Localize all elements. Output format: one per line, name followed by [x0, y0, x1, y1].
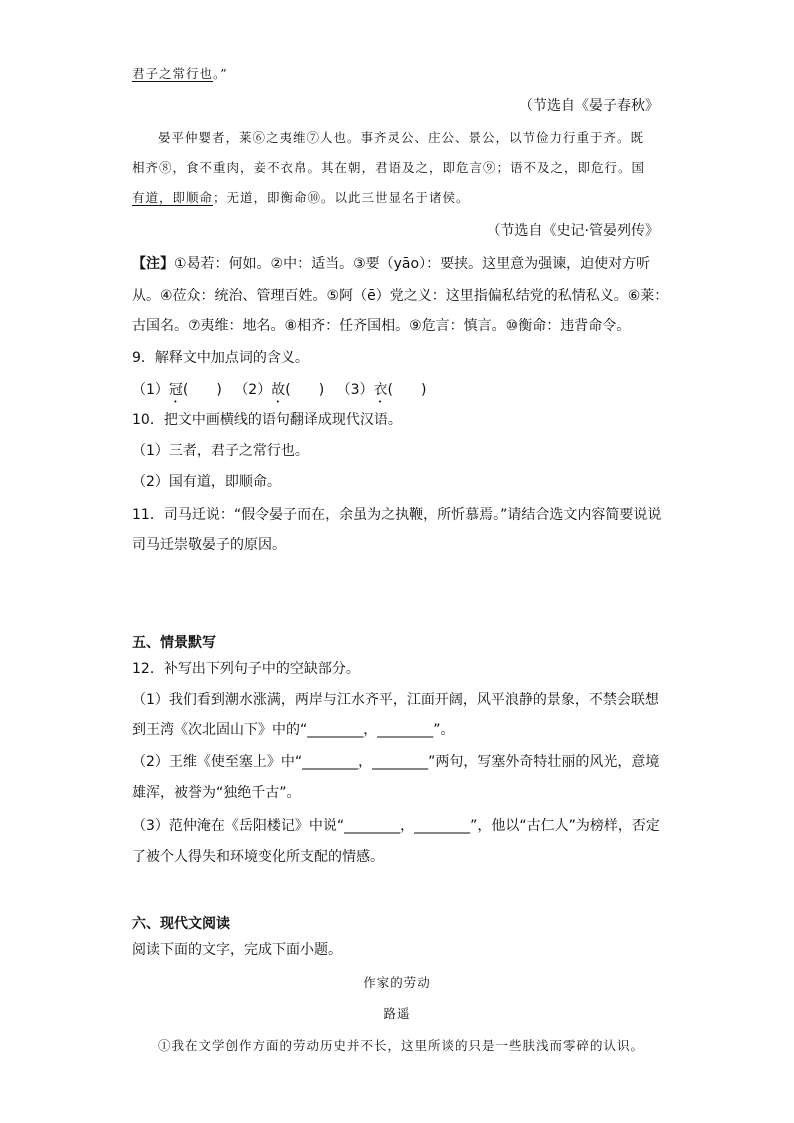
- question-10-sentence: （1）三者，君子之常行也。: [132, 443, 309, 459]
- article-author: 路遥: [383, 1006, 411, 1021]
- q12-item-3: （3）范仲淹在《岳阳楼记》中说“________，________”，他以“古仁人”为榜样，否定: [132, 818, 660, 834]
- dotted-word: 故: [271, 382, 286, 398]
- question-12-stem: 12．补写出下列句子中的空缺部分。: [132, 661, 360, 677]
- source-citation: （节选自《晏子春秋》: [519, 98, 659, 114]
- question-9-stem: 9．解释文中加点词的含义。: [132, 350, 309, 366]
- passage-line: 相齐⑧，食不重肉，妾不衣帛。其在朝，君语及之，即危言⑨；语不及之，即危行。国: [132, 160, 646, 175]
- dotted-word: 冠: [168, 382, 183, 398]
- notes-line: 从。④莅众：统治、管理百姓。⑤阿（ē）党之义：这里指偏私结党的私情私义。⑥莱：: [132, 288, 669, 304]
- question-11-line: 11．司马迁说：“假令晏子而在，余虽为之执鞭，所忻慕焉。”请结合选文内容简要说说: [132, 507, 662, 523]
- q12-item-2: （2）王维《使至塞上》中“________，________”两句，写塞外奇特壮丽的风光，意境: [132, 754, 660, 770]
- q12-item-2: 雄浑，被誉为“独绝千古”。: [132, 785, 301, 801]
- section-6-instruction: 阅读下面的文字，完成下面小题。: [132, 942, 342, 958]
- question-10-sentence: （2）国有道，即顺命。: [132, 474, 281, 490]
- question-10-stem: 10．把文中画横线的语句翻译成现代汉语。: [132, 412, 402, 428]
- dotted-word: 衣: [373, 382, 388, 398]
- article-paragraph: ①我在文学创作方面的劳动历史并不长，这里所谈的只是一些肤浅而零碎的认识。: [158, 1038, 645, 1053]
- underlined-sentence: 君子之常行也: [132, 66, 214, 81]
- passage-line: 有道，即顺命；无道，即衡命⑩。以此三世显名于诸侯。: [132, 190, 470, 205]
- article-title: 作家的劳动: [363, 975, 431, 990]
- q12-item-1: 到王湾《次北固山下》中的“________，________”。: [132, 722, 455, 738]
- notes-label: 【注】: [132, 256, 174, 272]
- underlined-sentence: 有道，即顺命: [132, 190, 214, 205]
- section-6-title: 六、现代文阅读: [132, 916, 230, 932]
- passage-line: 君子之常行也。”: [132, 66, 228, 81]
- passage-line: 晏平仲婴者，莱⑥之夷维⑦人也。事齐灵公、庄公、景公，以节俭力行重于齐。既: [158, 130, 645, 145]
- notes-line: 古国名。⑦夷维：地名。⑧相齐：任齐国相。⑨危言：慎言。⑩衡命：违背命令。: [132, 318, 631, 334]
- notes-line: 【注】①曷若：何如。②中：适当。③要（yāo）：要挟。这里意为强谏，迫使对方听: [132, 256, 651, 272]
- q12-item-3: 了被个人得失和环境变化所支配的情感。: [132, 849, 384, 865]
- section-5-title: 五、情景默写: [132, 635, 216, 651]
- source-citation: （节选自《史记·管晏列传》: [486, 223, 659, 239]
- question-9-items: （1）冠( ) （2）故( ) （3）衣( ): [132, 382, 427, 398]
- question-11-line: 司马迁崇敬晏子的原因。: [132, 537, 286, 553]
- q12-item-1: （1）我们看到潮水涨满，两岸与江水齐平，江面开阔，风平浪静的景象，不禁会联想: [132, 692, 659, 708]
